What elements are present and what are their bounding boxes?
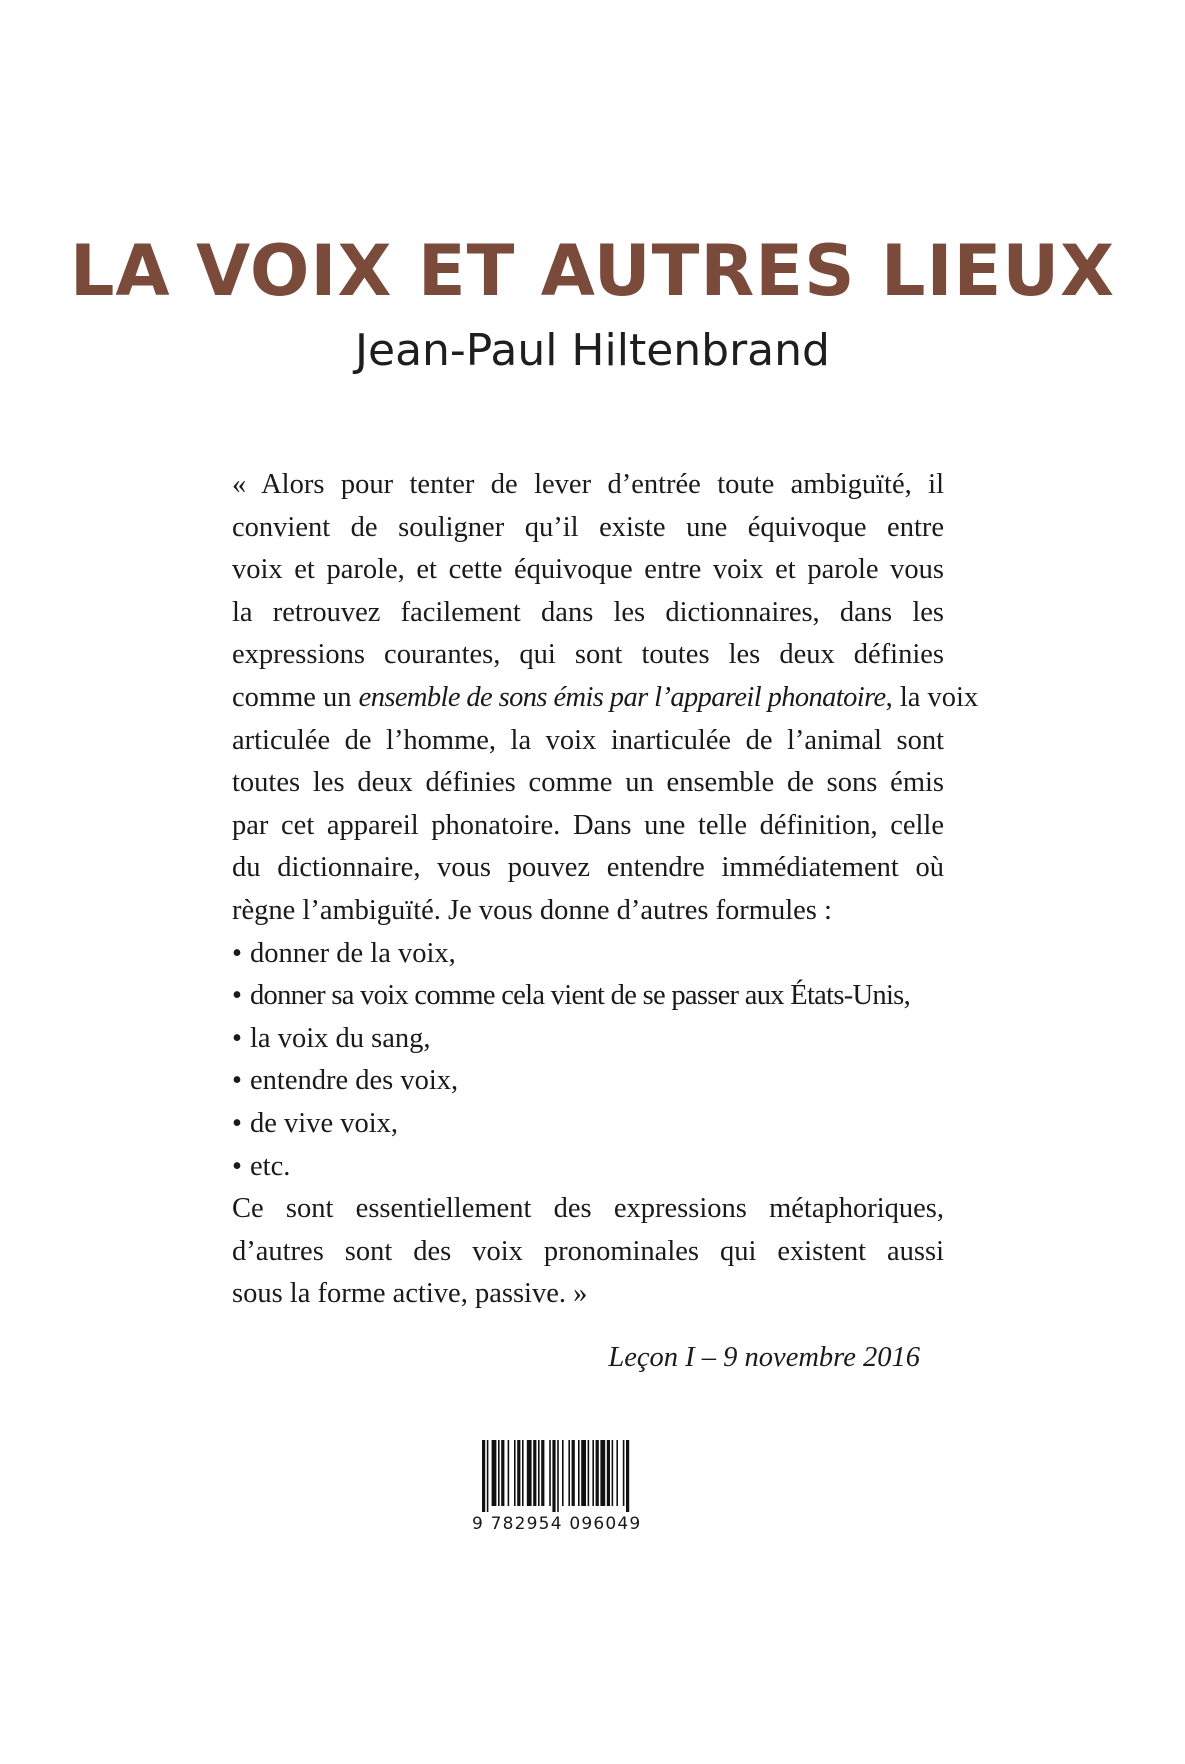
quote-line: Ce sont essentiellement des expressions métaphoriques, — [232, 1193, 944, 1225]
barcode-bar — [568, 1440, 570, 1506]
list-item — [232, 933, 944, 976]
excerpt-quote — [232, 464, 979, 1316]
barcode-bar — [626, 1440, 629, 1512]
barcode-bar — [482, 1440, 485, 1512]
barcode-bar — [492, 1440, 497, 1506]
quote-line-italic-phrase — [232, 677, 979, 720]
list-item-text: la voix du sang, — [250, 1022, 431, 1054]
list-item — [232, 1103, 944, 1146]
barcode-bar — [562, 1440, 564, 1506]
barcode-bar — [588, 1440, 590, 1506]
quote-line: la retrouvez facilement dans les dictionnaires, dans les — [232, 596, 944, 628]
barcode-bar — [527, 1440, 532, 1506]
barcode-bar — [592, 1440, 594, 1506]
bullet-icon: • — [232, 1150, 242, 1182]
quote-line: toutes les deux définies comme un ensemble de sons émis — [232, 767, 944, 799]
book-title: LA VOIX ET AUTRES LIEUX — [69, 230, 1116, 312]
list-item-text: de vive voix, — [250, 1107, 399, 1139]
barcode-bar — [533, 1440, 536, 1506]
barcode-bar — [549, 1440, 551, 1506]
barcode-bar — [541, 1440, 544, 1506]
barcode-bar — [501, 1440, 504, 1506]
barcode-bar — [514, 1440, 516, 1506]
expression-list — [232, 933, 944, 1189]
barcode-bar — [616, 1440, 618, 1506]
barcode-bar — [596, 1440, 599, 1506]
barcode-bar — [557, 1440, 559, 1512]
barcode-bar — [581, 1440, 586, 1506]
list-item — [232, 1060, 944, 1103]
barcode-bar — [572, 1440, 575, 1506]
bullet-icon: • — [232, 1065, 242, 1097]
quote-line: « Alors pour tenter de lever d’entrée toute ambiguïté, il — [232, 469, 944, 500]
quote-line: articulée de l’homme, la voix inarticulée de l’animal sont — [232, 724, 944, 756]
quote-line: du dictionnaire, vous pouvez entendre immédiatement où — [232, 852, 944, 884]
bullet-icon: • — [232, 1022, 242, 1054]
barcode-bar — [607, 1440, 610, 1506]
barcode-bar — [522, 1440, 524, 1506]
quote-text: , la voix — [885, 681, 979, 713]
barcode-bar — [552, 1440, 555, 1512]
quote-line: voix et parole, et cette équivoque entre voix et parole vous — [232, 554, 944, 586]
barcode-icon — [472, 1440, 684, 1512]
list-item — [232, 1146, 944, 1189]
quote-line: convient de souligner qu’il existe une équivoque entre — [232, 511, 944, 543]
barcode-bar — [517, 1440, 520, 1506]
barcode-bar — [623, 1440, 625, 1506]
quote-line: d’autres sont des voix pronominales qui existent aussi — [232, 1235, 944, 1267]
quote-text: comme un — [232, 681, 359, 713]
quote-line: sous la forme active, passive. » — [232, 1278, 588, 1310]
barcode-bar — [498, 1440, 500, 1506]
bullet-icon: • — [232, 980, 242, 1012]
list-item-text: donner sa voix comme cela vient de se passer aux États-Unis, — [250, 980, 910, 1012]
quote-source: Leçon I – 9 novembre 2016 — [608, 1342, 920, 1373]
bullet-icon: • — [232, 937, 242, 969]
quote-line: par cet appareil phonatoire. Dans une telle définition, celle — [232, 809, 944, 841]
quote-line: règne l’ambiguïté. Je vous donne d’autres formules : — [232, 894, 832, 926]
bullet-icon: • — [232, 1107, 242, 1139]
list-item-text: entendre des voix, — [250, 1065, 459, 1097]
barcode-bar — [487, 1440, 489, 1512]
list-item — [232, 975, 944, 1018]
barcode-bar — [612, 1440, 614, 1506]
isbn-number: 9 782954 096049 — [472, 1514, 642, 1534]
italic-phrase: ensemble de sons émis par l’appareil phonatoire — [358, 681, 886, 713]
author-name: Jean-Paul Hiltenbrand — [355, 325, 830, 376]
list-item-text: donner de la voix, — [250, 937, 456, 969]
quote-line: expressions courantes, qui sont toutes les deux définies — [232, 639, 944, 671]
barcode-bar — [578, 1440, 580, 1506]
list-item-text: etc. — [250, 1150, 291, 1182]
barcode-bar — [600, 1440, 605, 1506]
barcode-bar — [538, 1440, 540, 1506]
barcode-bar — [508, 1440, 510, 1506]
list-item — [232, 1018, 944, 1061]
